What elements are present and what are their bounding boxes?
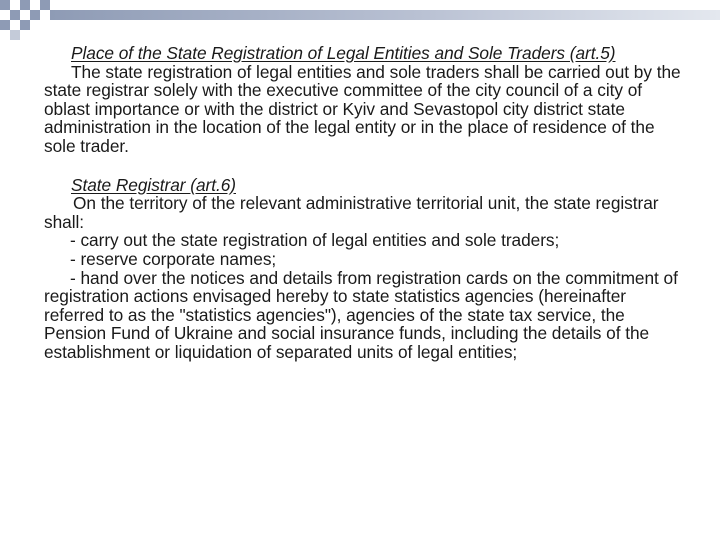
checkered-header-decoration (0, 0, 720, 40)
registrar-duty-item: - carry out the state registration of legal entities and sole traders; (70, 230, 560, 251)
state-registrar-intro: On the territory of the relevant administrative territorial unit, the state registrar shall: (44, 193, 659, 232)
section-heading-state-registrar: State Registrar (art.6) (71, 174, 236, 195)
section-body-place-of-registration: The state registration of legal entities and sole traders shall be carried out by the state registrar solely with the executive committee of the city council of a city of oblast importance or with the district or Kyiv and Sevastopol city district state administration in the location of the legal entity or in the place of residence of the sole trader. (44, 61, 681, 156)
registrar-duty-item: - hand over the notices and details from registration cards on the commitment of registration actions envisaged hereby to state statistics agencies (hereinafter referred to as the "statistics agencies"), agencies of the state tax service, the Pension Fund of Ukraine and social insurance funds, including the details of the establishment or liquidation of separated units of legal entities; (44, 267, 678, 362)
section-heading-place-of-registration: Place of the State Registration of Legal Entities and Sole Traders (art.5) (71, 43, 616, 63)
slide-text (44, 44, 684, 362)
registrar-duty-item: - reserve corporate names; (70, 248, 277, 269)
